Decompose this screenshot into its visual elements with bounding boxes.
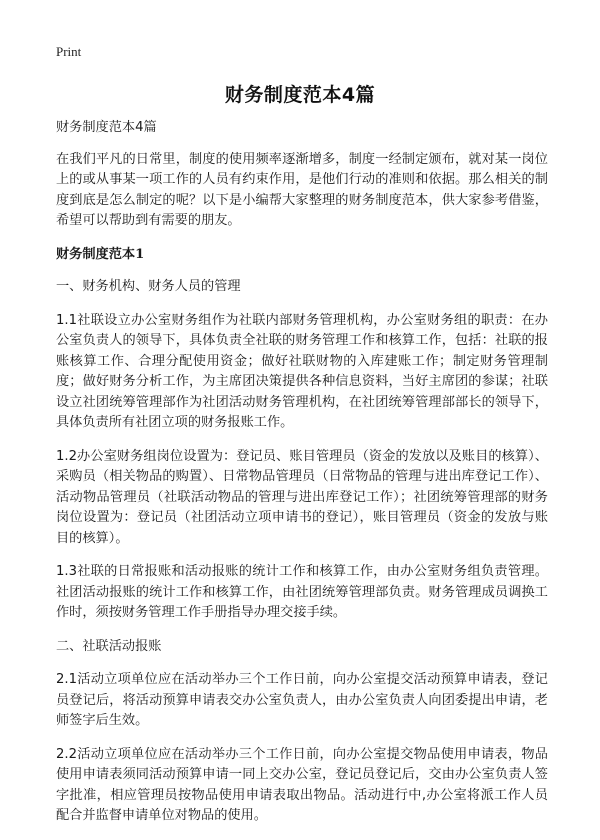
print-link[interactable]: Print <box>56 44 82 59</box>
paragraph-1-2: 1.2办公室财务组岗位设置为：登记员、账目管理员（资金的发放以及账目的核算）、采购员（相关物品的购置）、日常物品管理员（日常物品的管理与进出库登记工作）、活动物品管理员（社联活动物品的管理与进出库登记工作）；社团统筹管理部的财务岗位设置为：登记员（社团活动立项申请书的登记），账目管理员（资金的发放与账目的核算）。 <box>56 448 548 546</box>
part1-heading: 一、财务机构、财务人员的管理 <box>56 279 241 294</box>
document-body <box>56 118 548 840</box>
section-heading: 财务制度范本1 <box>56 246 145 262</box>
document-subtitle: 财务制度范本4篇 <box>56 120 157 135</box>
page-title: 财务制度范本4篇 <box>224 84 376 106</box>
part2-heading: 二、社联活动报账 <box>56 638 162 654</box>
paragraph-2-2: 2.2活动立项单位应在活动举办三个工作日前，向办公室提交物品使用申请表，物品使用申请表须同活动预算申请一同上交办公室，登记员登记后，交由办公室负责人签字批准，相应管理员按物品使用申请表取出物品。活动进行中,办公室将派工作人员配合并监督申请单位对物品的使用。 <box>56 746 548 823</box>
paragraph-2-1: 2.1活动立项单位应在活动举办三个工作日前，向办公室提交活动预算申请表，登记员登记后，将活动预算申请表交办公室负责人，由办公室负责人向团委提出申请，老师签字后生效。 <box>56 672 548 728</box>
paragraph-1-3: 1.3社联的日常报账和活动报账的统计工作和核算工作，由办公室财务组负责管理。社团活动报账的统计工作和核算工作，由社团统筹管理部负责。财务管理成员调换工作时，须按财务管理工作手册指导办理交接手续。 <box>56 564 548 620</box>
paragraph-1-1: 1.1社联设立办公室财务组作为社联内部财务管理机构，办公室财务组的职责：在办公室负责人的领导下，具体负责全社联的财务管理工作和核算工作，包括：社联的报账核算工作、合理分配使用资金；做好社联财物的入库建账工作；制定财务管理制度；做好财务分析工作，为主席团决策提供各种信息资料，当好主席团的参谋；社联设立社团统筹管理部作为社团活动财务管理机构，在社团统筹管理部部长的领导下，具体负责所有社团立项的财务报账工作。 <box>56 312 548 430</box>
intro-paragraph: 在我们平凡的日常里，制度的使用频率逐渐增多，制度一经制定颁布，就对某一岗位上的或从事某一项工作的人员有约束作用，是他们行动的准则和依据。那么相关的制度到底是怎么制定的呢？以下是小编帮大家整理的财务制度范本，供大家参考借鉴，希望可以帮助到有需要的朋友。 <box>56 151 548 228</box>
